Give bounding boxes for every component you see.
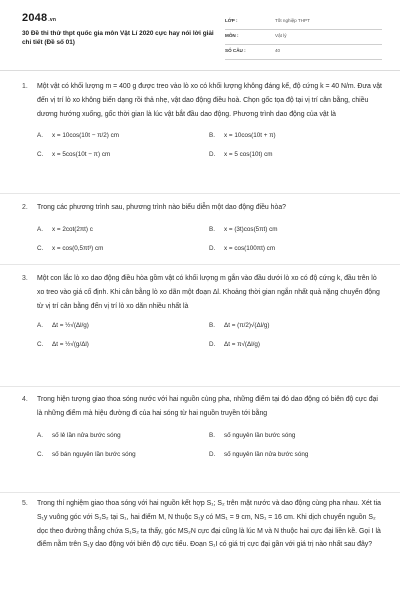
option-letter: A. <box>37 322 43 330</box>
question-number: 1. <box>22 83 28 90</box>
question-1 <box>22 80 382 165</box>
meta-row-class <box>225 15 382 30</box>
option-letter: D. <box>209 244 216 252</box>
meta-key: SỐ CÂU : <box>225 48 246 53</box>
option-letter: A. <box>37 431 43 439</box>
option-letter: D. <box>209 450 216 458</box>
option-text: x = cos(0,5πt³) cm <box>52 244 104 252</box>
option-text: số lẻ lần nửa bước sóng <box>52 431 121 439</box>
answer-option-c[interactable] <box>37 148 110 162</box>
option-letter: B. <box>209 132 215 140</box>
answer-option-b[interactable] <box>209 319 269 333</box>
option-text: Δt = π√(Δl/g) <box>224 341 260 349</box>
question-text: Trong hiện tượng giao thoa sóng nước với hai nguồn cùng pha, những điểm tại đó dao động có biên độ cực đại là những điểm mà hiệu đường đi của hai sóng từ hai nguồn truyền tới bằng <box>37 396 378 417</box>
option-text: x = 10cos(10t + π) <box>224 132 276 140</box>
option-letter: D. <box>209 341 216 349</box>
answer-option-b[interactable] <box>209 223 278 237</box>
answer-option-d[interactable] <box>209 242 275 256</box>
option-text: x = 5cos(10t − π) cm <box>52 151 111 159</box>
meta-key: LỚP : <box>225 18 238 23</box>
option-letter: C. <box>37 341 44 349</box>
meta-key: MÔN : <box>225 33 239 38</box>
meta-row-count <box>225 45 382 60</box>
option-text: Δt = ½√(Δl/g) <box>52 322 89 330</box>
answer-options <box>37 421 382 465</box>
question-number: 4. <box>22 396 28 403</box>
option-letter: C. <box>37 450 44 458</box>
option-text: x = 2cot(2πt) c <box>52 225 93 233</box>
answer-option-b[interactable] <box>209 129 276 143</box>
answer-option-c[interactable] <box>37 242 103 256</box>
option-text: Δt = (π/2)√(Δl/g) <box>224 322 270 330</box>
question-3 <box>22 272 382 357</box>
question-2 <box>22 201 382 259</box>
question-divider <box>0 193 400 194</box>
question-divider <box>0 264 400 265</box>
meta-table <box>225 15 382 60</box>
option-letter: B. <box>209 431 215 439</box>
question-text: Trong các phương trình sau, phương trình nào biểu diễn một dao động điều hòa? <box>37 204 287 211</box>
answer-option-d[interactable] <box>209 338 260 352</box>
answer-option-c[interactable] <box>37 338 89 352</box>
logo-text: 2048 <box>22 12 48 24</box>
answer-option-a[interactable] <box>37 129 119 143</box>
option-letter: C. <box>37 244 44 252</box>
answer-option-a[interactable] <box>37 223 93 237</box>
question-number: 5. <box>22 500 28 507</box>
question-text: Một con lắc lò xo dao động điều hòa gồm vật có khối lượng m gắn vào đầu dưới lò xo có độ cứng k, đầu trên lò xo treo vào giá cố định. Khi cân bằng lò xo dãn một đoạn Δl. Khoảng thời gian ngắn nhất quả nặng chuyển động từ vị trí cân bằng đến vị trí lò xo dãn nhiều nhất là <box>37 275 380 310</box>
option-text: Δt = ½√(g/Δl) <box>52 341 89 349</box>
option-text: số nguyên lần nửa bước sóng <box>224 450 309 458</box>
option-letter: A. <box>37 225 43 233</box>
document-header <box>22 12 382 64</box>
question-text: Một vật có khối lượng m = 400 g được treo vào lò xo có khối lượng không đáng kể, độ cứng k = 40 N/m. Đưa vật đến vị trí lò xo không biến dạng rồi thả nhẹ, vật dao động điều hoà. Chọn gốc tọa độ tại vị trí cân bằng, chiều dương hướng xuống, gốc thời gian là lúc vật bắt đầu dao động. Phương trình dao động của vật là <box>37 83 382 118</box>
logo-suffix: .vn <box>48 17 57 23</box>
question-text: Trong thí nghiệm giao thoa sóng với hai nguồn kết hợp S₁; S₂ trên mặt nước và dao động cùng pha nhau. Xét tia S₁y vuông góc với S₁S₂ tại S₁, hai điểm M, N thuộc S₁y có MS₁ = 9 cm, NS₁ = 16 cm. Khi dịch chuyển nguồn S₂ dọc theo đường thẳng chứa S₁S₂ ta thấy, góc MS₂N cực đại cũng là lúc M và N thuộc hai cực đại liền kề. Gọi I là điểm nằm trên S₁y dao động với biên độ cực tiểu. Đoạn S₁I có giá trị cực đại gần với giá trị nào nhất sau đây? <box>37 500 381 549</box>
question-divider <box>0 386 400 387</box>
question-4 <box>22 393 382 465</box>
option-text: số nguyên lần bước sóng <box>224 431 296 439</box>
answer-option-a[interactable] <box>37 429 121 443</box>
option-letter: C. <box>37 151 44 159</box>
option-letter: A. <box>37 132 43 140</box>
question-divider <box>0 492 400 493</box>
answer-option-c[interactable] <box>37 448 136 462</box>
question-number: 2. <box>22 204 28 211</box>
meta-value: Tốt nghiệp THPT <box>275 18 310 23</box>
option-text: x = (3t)cos(5πt) cm <box>224 225 278 233</box>
option-text: x = cos(100πt) cm <box>224 244 276 252</box>
answer-options <box>37 313 382 357</box>
option-text: số bán nguyên lần bước sóng <box>52 450 136 458</box>
answer-options <box>37 121 382 165</box>
answer-options <box>37 215 382 259</box>
option-text: x = 10cos(10t − π/2) cm <box>52 132 119 140</box>
answer-option-d[interactable] <box>209 148 272 162</box>
answer-option-a[interactable] <box>37 319 89 333</box>
answer-option-b[interactable] <box>209 429 295 443</box>
meta-value: 40 <box>275 48 281 53</box>
answer-option-d[interactable] <box>209 448 308 462</box>
option-letter: B. <box>209 225 215 233</box>
document-title: 30 Đề thi thử thpt quốc gia môn Vật Lí 2020 cực hay nói lời giải chi tiết (Đề số 01) <box>22 30 214 46</box>
option-letter: B. <box>209 322 215 330</box>
meta-row-subject <box>225 30 382 45</box>
question-number: 3. <box>22 275 28 282</box>
header-divider <box>0 70 400 71</box>
option-letter: D. <box>209 151 216 159</box>
meta-value: Vật lý <box>275 33 287 38</box>
question-5 <box>22 497 382 552</box>
site-logo[interactable] <box>22 12 56 24</box>
option-text: x = 5 cos(10t) cm <box>224 151 273 159</box>
